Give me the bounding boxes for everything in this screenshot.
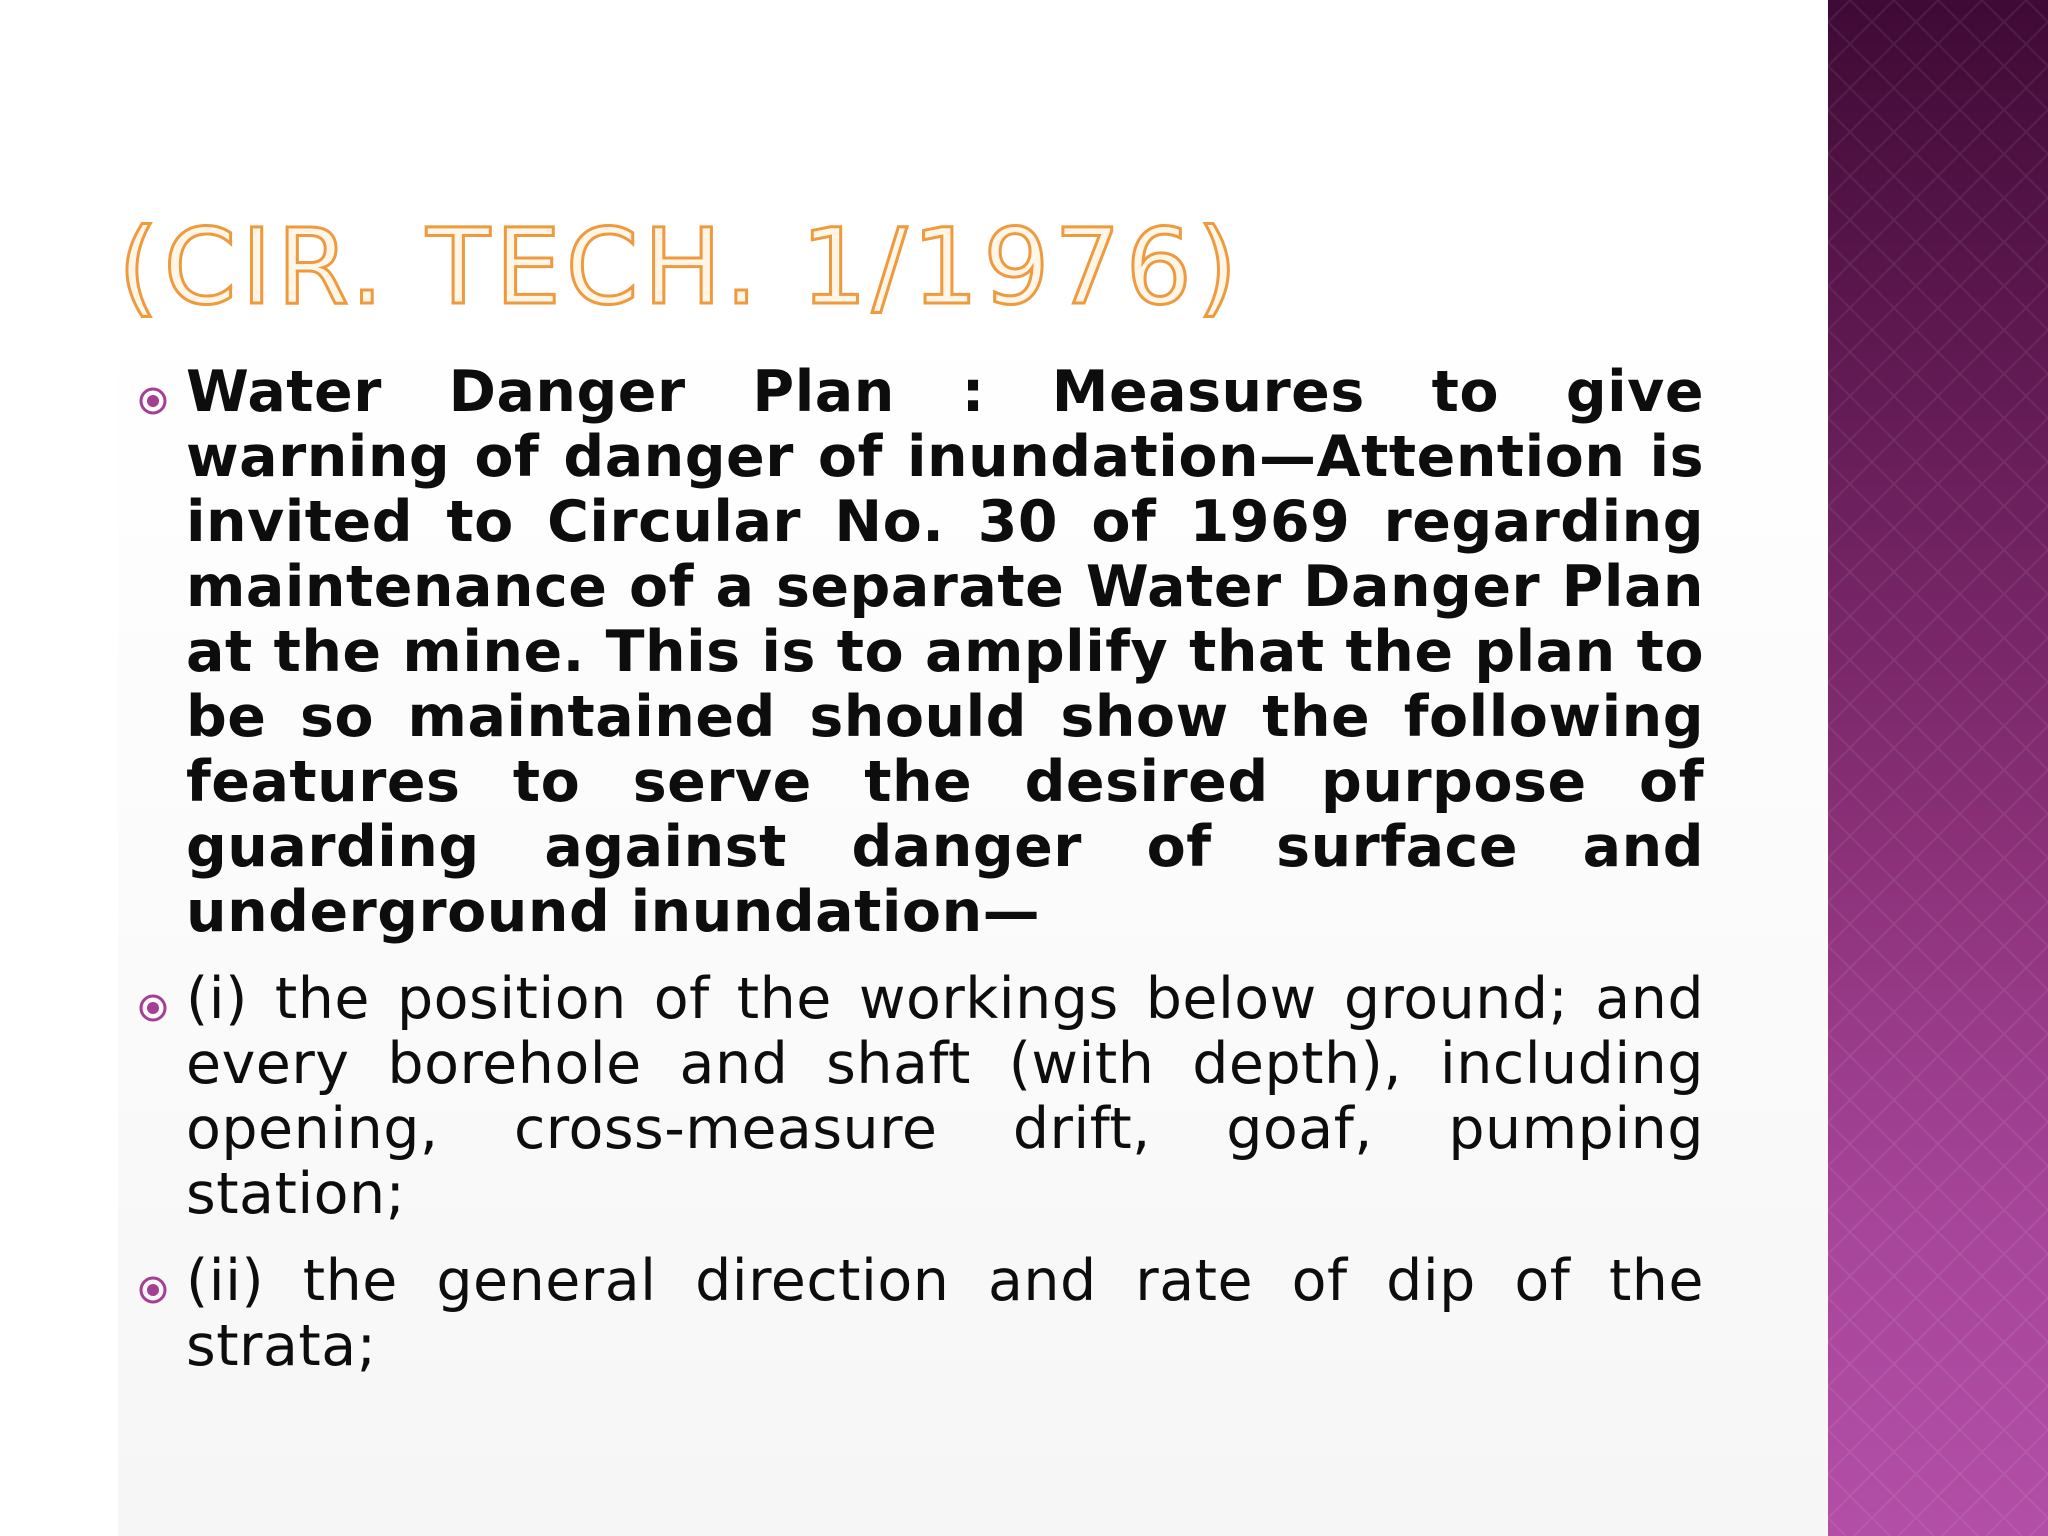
bullet-text: Water Danger Plan : Measures to give warning of danger of inundation—Attention is invited to Circular No. 30 of 1969 regarding maintenance of a separate Water Danger Plan at the mine. This is to amplify that the plan to be so maintained should show the following features to serve the desired purpose of guarding against danger of surface and underground inundation—	[186, 359, 1704, 945]
bullet-text: (i) the position of the workings below ground; and every borehole and shaft (with depth), including opening, cross-measure drift, goaf, pumping station;	[186, 966, 1704, 1227]
slide-title: (CIR. TECH. 1/1976)	[118, 206, 1243, 328]
bullet-list	[138, 360, 1704, 1401]
bullet-item-workings-position	[138, 967, 1704, 1227]
circled-dot-icon	[138, 993, 168, 1023]
decorative-side-band	[1828, 0, 2048, 1536]
circled-dot-icon	[138, 386, 168, 416]
bullet-item-dip-of-strata	[138, 1249, 1704, 1379]
bullet-item-water-danger-plan	[138, 360, 1704, 945]
diamond-pattern	[1828, 0, 2048, 1536]
bullet-text: (ii) the general direction and rate of dip of the strata;	[186, 1248, 1704, 1379]
circled-dot-icon	[138, 1275, 168, 1305]
